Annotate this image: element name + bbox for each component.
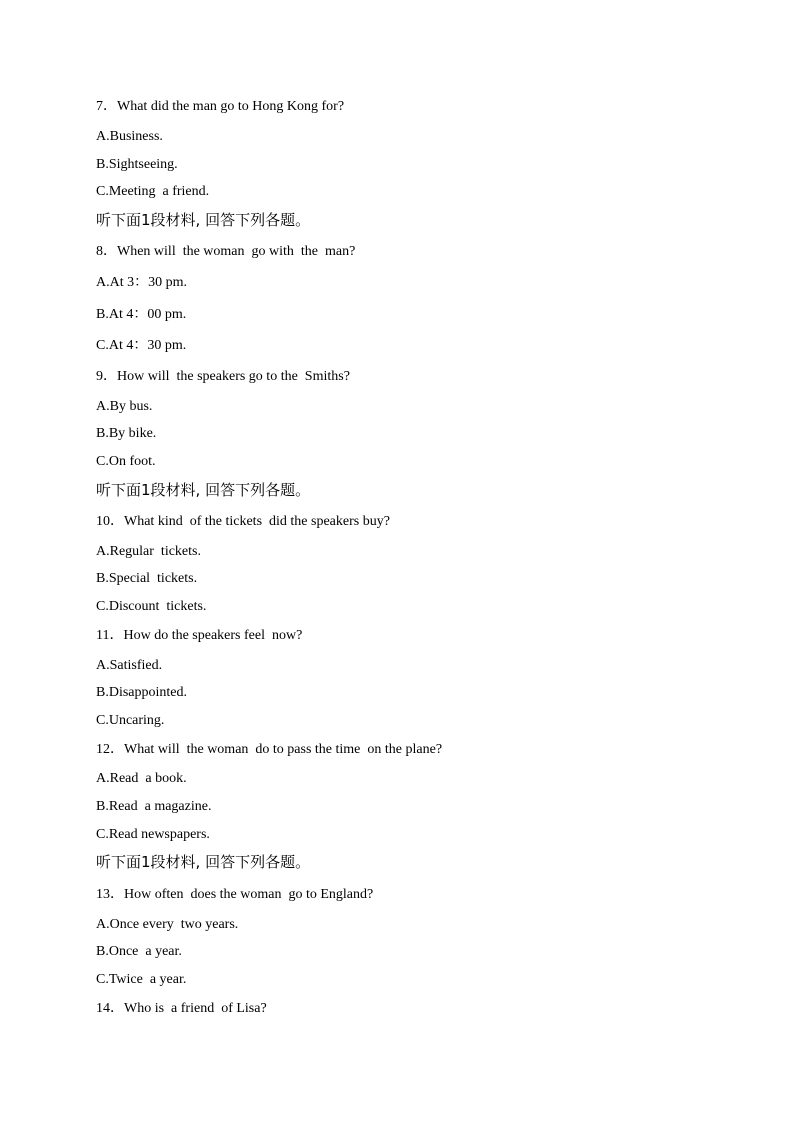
question-8: 8．When will the woman go with the man? <box>96 244 356 259</box>
question-13: 13．How often does the woman go to England? <box>96 887 374 902</box>
option-8a: A.At 3：30 pm. <box>96 275 187 290</box>
question-14: 14．Who is a friend of Lisa? <box>96 1001 267 1016</box>
option-11c: C.Uncaring. <box>96 713 165 728</box>
option-12b: B.Read a magazine. <box>96 799 212 814</box>
option-11b: B.Disappointed. <box>96 685 187 700</box>
option-7c: C.Meeting a friend. <box>96 184 210 199</box>
option-10b: B.Special tickets. <box>96 571 198 586</box>
option-9a: A.By bus. <box>96 399 153 414</box>
option-8b: B.At 4：00 pm. <box>96 307 187 322</box>
option-9c: C.On foot. <box>96 454 156 469</box>
question-7: 7．What did the man go to Hong Kong for? <box>96 99 345 114</box>
question-9: 9．How will the speakers go to the Smiths? <box>96 369 350 384</box>
option-13c: C.Twice a year. <box>96 972 187 987</box>
option-13a: A.Once every two years. <box>96 917 239 932</box>
section-instruction: 听下面1段材料, 回答下列各题。 <box>96 481 311 499</box>
question-12: 12．What will the woman do to pass the time on the plane? <box>96 742 443 757</box>
option-12c: C.Read newspapers. <box>96 827 210 842</box>
option-12a: A.Read a book. <box>96 771 187 786</box>
section-instruction: 听下面1段材料, 回答下列各题。 <box>96 211 311 229</box>
option-10c: C.Discount tickets. <box>96 599 207 614</box>
option-10a: A.Regular tickets. <box>96 544 201 559</box>
option-9b: B.By bike. <box>96 426 157 441</box>
option-8c: C.At 4：30 pm. <box>96 338 187 353</box>
option-13b: B.Once a year. <box>96 944 182 959</box>
option-7b: B.Sightseeing. <box>96 157 178 172</box>
question-11: 11．How do the speakers feel now? <box>96 628 303 643</box>
option-11a: A.Satisfied. <box>96 658 163 673</box>
question-10: 10．What kind of the tickets did the speakers buy? <box>96 514 390 529</box>
section-instruction: 听下面1段材料, 回答下列各题。 <box>96 853 311 871</box>
option-7a: A.Business. <box>96 129 163 144</box>
